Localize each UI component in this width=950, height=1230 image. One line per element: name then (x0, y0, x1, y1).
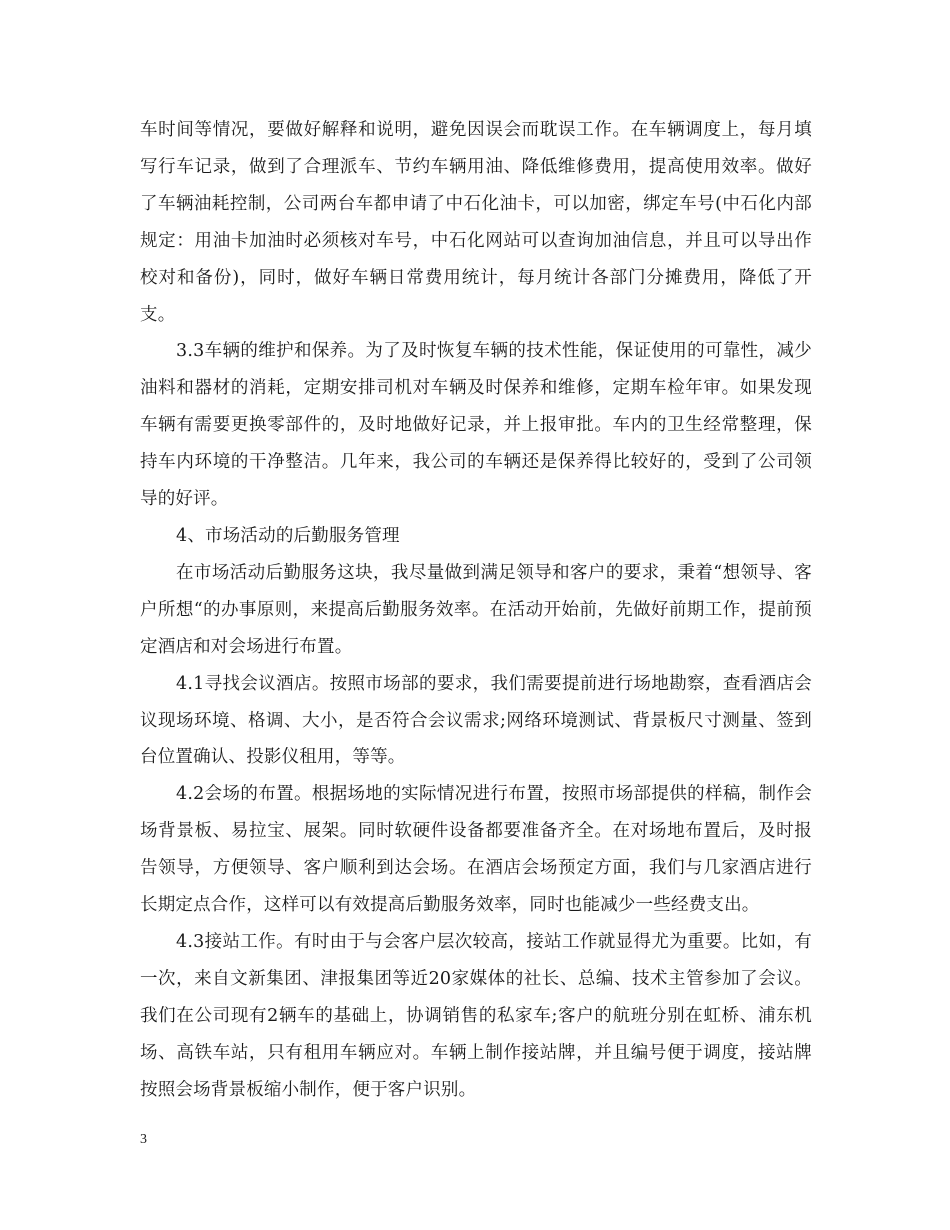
document-body (140, 112, 812, 1108)
paragraph-find-hotel: 4.1寻找会议酒店。按照市场部的要求，我们需要提前进行场地勘察，查看酒店会议现场环境、格调、大小，是否符合会议需求;网络环境测试、背景板尺寸测量、签到台位置确认、投影仪租用，等等。 (140, 673, 812, 768)
paragraph-pickup-service: 4.3接站工作。有时由于与会客户层次较高，接站工作就显得尤为重要。比如，有一次，来自文新集团、津报集团等近20家媒体的社长、总编、技术主管参加了会议。我们在公司现有2辆车的基础上，协调销售的私家车;客户的航班分别在虹桥、浦东机场、高铁车站，只有租用车辆应对。车辆上制作接站牌，并且编号便于调度，接站牌按照会场背景板缩小制作，便于客户识别。 (140, 931, 812, 1100)
paragraph-market-logistics-intro: 在市场活动后勤服务这块，我尽量做到满足领导和客户的要求，秉着“想领导、客户所想“的办事原则，来提高后勤服务效率。在活动开始前，先做好前期工作，提前预定酒店和对会场进行布置。 (140, 562, 812, 657)
section-heading-market-logistics: 4、市场活动的后勤服务管理 (176, 525, 400, 546)
paragraph-vehicle-dispatch: 车时间等情况，要做好解释和说明，避免因误会而耽误工作。在车辆调度上，每月填写行车记录，做到了合理派车、节约车辆用油、降低维修费用，提高使用效率。做好了车辆油耗控制，公司两台车都申请了中石化油卡，可以加密，绑定车号(中石化内部规定：用油卡加油时必须核对车号，中石化网站可以查询加油信息，并且可以导出作校对和备份)，同时，做好车辆日常费用统计，每月统计各部门分摊费用，降低了开支。 (140, 120, 812, 325)
paragraph-vehicle-maintenance: 3.3车辆的维护和保养。为了及时恢复车辆的技术性能，保证使用的可靠性，减少油料和器材的消耗，定期安排司机对车辆及时保养和维修，定期车检年审。如果发现车辆有需要更换零部件的，及时地做好记录，并上报审批。车内的卫生经常整理，保持车内环境的干净整洁。几年来，我公司的车辆还是保养得比较好的，受到了公司领导的好评。 (140, 341, 812, 510)
paragraph-venue-setup: 4.2会场的布置。根据场地的实际情况进行布置，按照市场部提供的样稿，制作会场背景板、易拉宝、展架。同时软硬件设备都要准备齐全。在对场地布置后，及时报告领导，方便领导、客户顺利到达会场。在酒店会场预定方面，我们与几家酒店进行长期定点合作，这样可以有效提高后勤服务效率，同时也能减少一些经费支出。 (140, 784, 812, 916)
page-number: 3 (140, 1132, 147, 1147)
